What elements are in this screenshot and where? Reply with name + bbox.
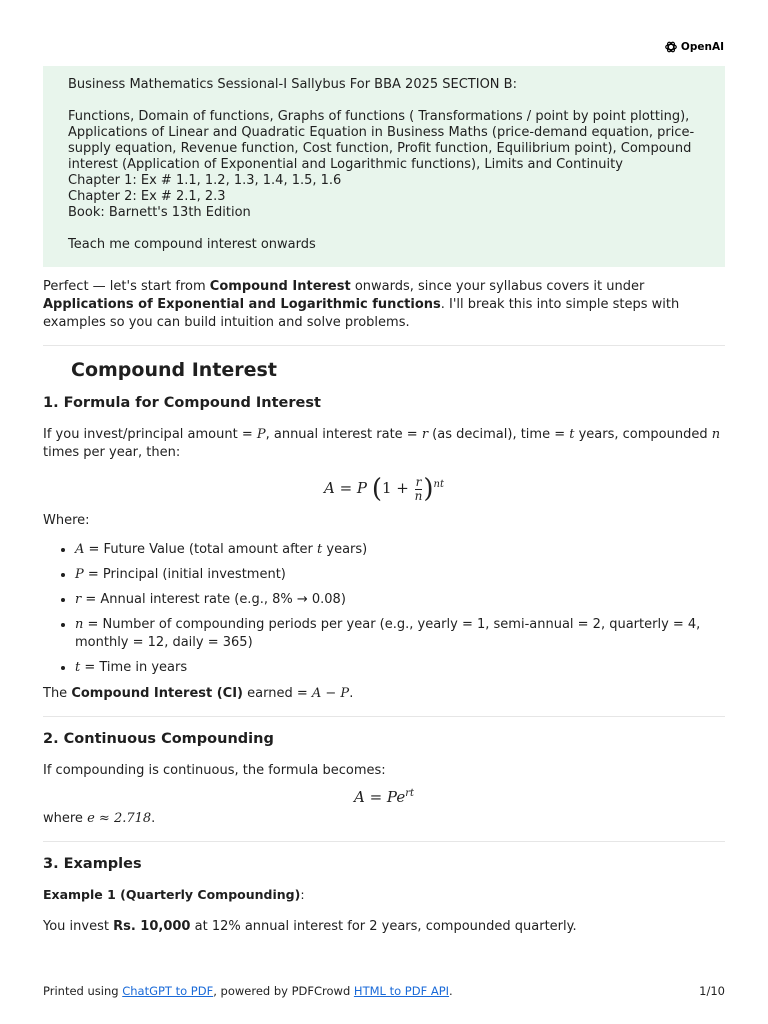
html-to-pdf-api-link[interactable]: HTML to PDF API [353,984,450,998]
openai-logo [664,40,724,54]
ci-definition: The Compound Interest (CI) earned = A − P. [43,686,354,701]
list-item: • n = Number of compounding periods per year (e.g., yearly = 1, semi-annual = 2, quarterly = 4, monthly = 12, daily = 365) [75,616,725,652]
variable-definitions [43,541,725,677]
formula-intro: If you invest/principal amount = P, annual interest rate = r (as decimal), time = t years, compounded n times per year, then: [43,427,721,460]
continuous-formula: $A = Pe^{rt}$ [353,788,415,806]
openai-icon [664,40,678,54]
divider [43,841,725,842]
assistant-response [43,278,725,936]
user-book: Book: Barnett's 13th Edition [68,205,251,220]
intro-paragraph: Perfect — let's start from Compound Interest onwards, since your syllabus covers it under Applications of Exponential and Logarithmic functions. I'll break this into simple steps with examples so you can build intuition and solve problems. [43,279,680,330]
user-chapter2: Chapter 2: Ex # 2.1, 2.3 [68,189,226,204]
user-topics: Functions, Domain of functions, Graphs of functions ( Transformations / point by point plotting), Applications of Linear and Quadratic Equation in Business Maths (price-demand equation, price-supply equation, Revenue function, Cost function, Profit function, Equilibrium point), Compound interest (Application of Exponential and Logarithmic functions), Limits and Continuity [68,109,696,172]
example1-title: Example 1 (Quarterly Compounding): [43,887,305,902]
section1-heading: 1. Formula for Compound Interest [43,395,321,411]
print-footer: Printed using ChatGPT to PDF, powered by PDFCrowd HTML to PDF API. 1/10 [43,984,725,998]
page-number: 1/10 [699,984,725,998]
main-title: Compound Interest [71,359,277,381]
list-item: • r = Annual interest rate (e.g., 8% → 0.08) [75,591,725,609]
divider [43,345,725,346]
user-line1: Business Mathematics Sessional-I Sallybus For BBA 2025 SECTION B: [68,77,517,92]
section2-heading: 2. Continuous Compounding [43,731,274,747]
list-item: • t = Time in years [75,659,725,677]
user-chapter1: Chapter 1: Ex # 1.1, 1.2, 1.3, 1.4, 1.5, 1.6 [68,173,342,188]
user-request: Teach me compound interest onwards [68,237,316,252]
brand-name: OpenAI [680,41,724,53]
continuous-intro: If compounding is continuous, the formula becomes: [43,763,386,778]
example1-text: You invest Rs. 10,000 at 12% annual interest for 2 years, compounded quarterly. [43,919,577,934]
list-item: • P = Principal (initial investment) [75,566,725,584]
where-label: Where: [43,513,90,528]
list-item: • A = Future Value (total amount after t years) [75,541,725,559]
section3-heading: 3. Examples [43,856,142,872]
compound-interest-formula: A = P (1 + $\frac{r}{n}$ )$^{nt}$ [323,474,445,504]
chatgpt-to-pdf-link[interactable]: ChatGPT to PDF [122,984,214,998]
user-message [43,66,725,267]
e-value-note: where e ≈ 2.718. [43,811,156,826]
divider [43,716,725,717]
